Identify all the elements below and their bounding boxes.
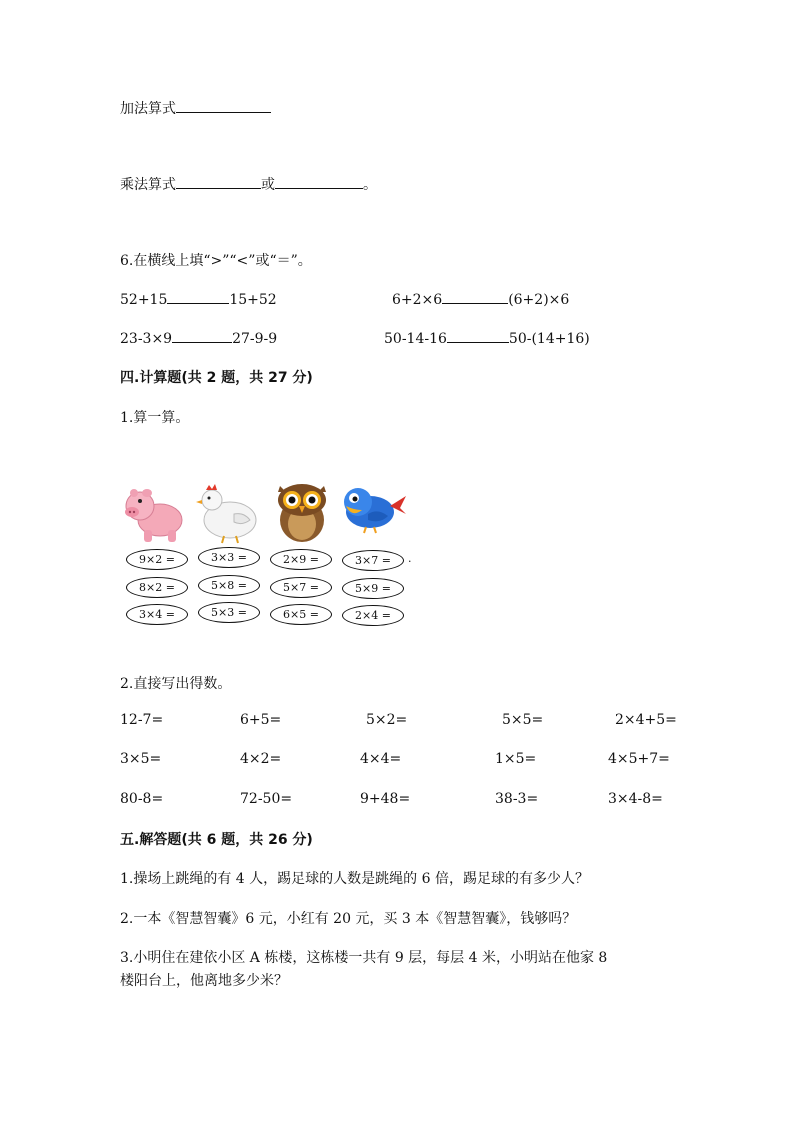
multiplication-oval: 5×7 = [270,577,332,598]
arithmetic-item: 5×2= [366,712,408,728]
compare-left: 23-3×9 [120,331,173,347]
compare-blank[interactable] [442,289,508,304]
arithmetic-item: 1×5= [495,751,537,767]
multiplication-formula-line [120,174,377,194]
arithmetic-item: 38-3= [495,791,539,807]
compare-left: 6+2×6 [392,292,443,308]
word-problem: 1.操场上跳绳的有 4 人，踢足球的人数是跳绳的 6 倍，踢足球的有多少人？ [120,871,589,887]
arithmetic-item: 6+5= [240,712,282,728]
compare-blank[interactable] [447,328,509,343]
section-5-title: 五.解答题(共 6 题，共 26 分) [120,832,313,848]
multiplication-label: 乘法算式 [120,177,176,193]
multiplication-oval: 3×3 = [198,547,260,568]
section-4-question-2-title: 2.直接写出得数。 [120,676,232,692]
arithmetic-item: 3×5= [120,751,162,767]
hen-icon [194,484,260,544]
answer-blank[interactable] [275,174,363,189]
owl-icon [274,482,330,544]
or-text: 或 [261,177,275,193]
multiplication-oval: 2×9 = [270,549,332,570]
word-problem: 2.一本《智慧智囊》6 元，小红有 20 元，买 3 本《智慧智囊》，钱够吗？ [120,911,577,927]
arithmetic-item: 9+48= [360,791,411,807]
word-problem-continuation: 楼阳台上，他离地多少米？ [120,973,288,989]
section-4-title: 四.计算题(共 2 题，共 27 分) [120,370,313,386]
answer-blank[interactable] [176,174,261,189]
bird-icon [340,484,408,534]
multiplication-oval: 5×3 = [198,602,260,623]
section-4-question-1-title: 1.算一算。 [120,410,190,426]
compare-item [120,328,277,347]
trailing-dot: . [408,552,412,565]
multiplication-oval: 6×5 = [270,604,332,625]
multiplication-oval: 3×4 = [126,604,188,625]
multiplication-oval: 2×4 = [342,605,404,626]
multiplication-oval: 5×9 = [342,578,404,599]
compare-left: 52+15 [120,292,168,308]
arithmetic-item: 4×5+7= [608,751,670,767]
multiplication-oval: 9×2 = [126,549,188,570]
compare-right: (6+2)×6 [508,292,570,308]
arithmetic-item: 12-7= [120,712,164,728]
compare-left: 50-14-16 [384,331,447,347]
compare-blank[interactable] [167,289,229,304]
addition-formula-line [120,98,271,118]
multiplication-oval: 8×2 = [126,577,188,598]
arithmetic-item: 4×4= [360,751,402,767]
pig-icon [120,484,184,544]
period-text: 。 [363,177,377,193]
compare-item [384,328,590,347]
word-problem: 3.小明住在建依小区 A 栋楼，这栋楼一共有 9 层，每层 4 米，小明站在他家 8 [120,950,608,966]
arithmetic-item: 2×4+5= [615,712,677,728]
arithmetic-item: 5×5= [502,712,544,728]
compare-item [120,289,277,308]
compare-right: 27-9-9 [232,331,278,347]
addition-label: 加法算式 [120,101,176,117]
answer-blank[interactable] [176,98,271,113]
arithmetic-item: 72-50= [240,791,293,807]
compare-blank[interactable] [172,328,232,343]
multiplication-oval: 5×8 = [198,575,260,596]
multiplication-oval: 3×7 = [342,550,404,571]
compare-right: 15+52 [229,292,277,308]
question-6-title: 6.在横线上填“>”“<”或“＝”。 [120,253,312,269]
arithmetic-item: 80-8= [120,791,164,807]
compare-right: 50-(14+16) [508,331,590,347]
arithmetic-item: 4×2= [240,751,282,767]
compare-item [392,289,569,308]
arithmetic-item: 3×4-8= [608,791,663,807]
